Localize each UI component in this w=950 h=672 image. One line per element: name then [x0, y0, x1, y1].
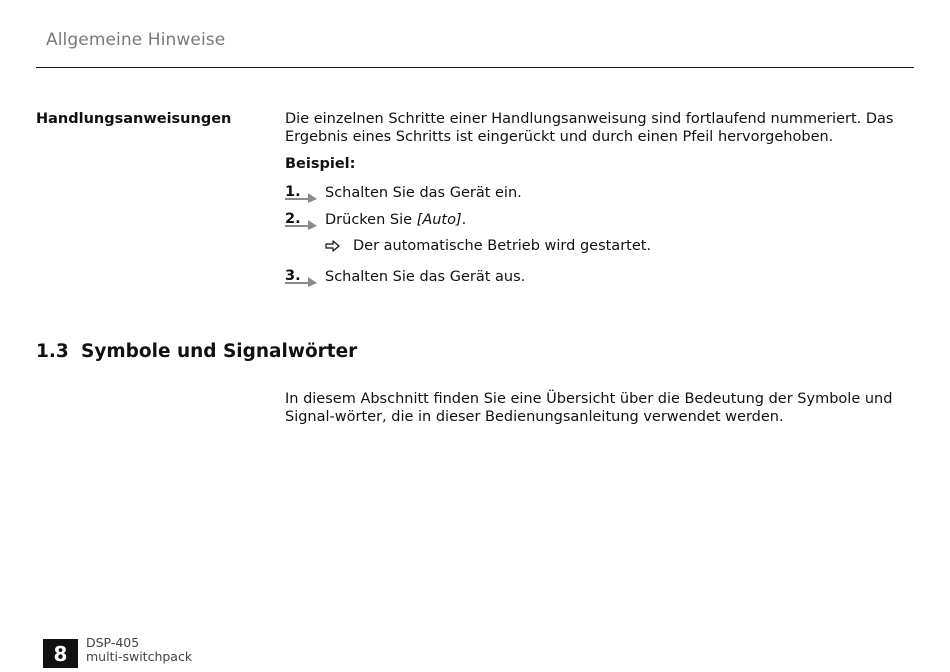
step-number: 3.: [285, 268, 301, 284]
step-text: [325, 211, 466, 229]
section-heading: [36, 341, 357, 362]
step-text: Schalten Sie das Gerät ein.: [325, 185, 522, 201]
header-divider: [36, 67, 914, 68]
footer-product-name: multi-switchpack: [86, 649, 193, 664]
example-label: Beispiel:: [285, 156, 356, 172]
instruction-step-1: [285, 183, 522, 203]
instruction-step-2: [285, 210, 466, 230]
result-text: Der automatische Betrieb wird gestartet.: [353, 238, 652, 254]
step-number: 2.: [285, 211, 301, 227]
step-text: Schalten Sie das Gerät aus.: [325, 269, 526, 285]
section-body-text: In diesem Abschnitt finden Sie eine Übersicht über die Bedeutung der Symbole und Signal-wörter, die in dieser Bedienungsanleitung verwendet werden.: [285, 391, 893, 425]
step-number-badge: [285, 183, 317, 203]
instructions-side-label: Handlungsanweisungen: [36, 111, 232, 127]
footer-model-info: [86, 636, 192, 664]
step-number-badge: [285, 210, 317, 230]
instruction-step-3: [285, 267, 525, 287]
section-number: 1.3: [36, 341, 69, 362]
step-text-before: Drücken Sie: [325, 212, 417, 228]
step-number-badge: [285, 267, 317, 287]
step-result: [325, 237, 651, 255]
step-number: 1.: [285, 184, 301, 200]
step-text-after: .: [461, 212, 467, 228]
footer-model-name: DSP-405: [86, 635, 140, 650]
section-title: Symbole und Signalwörter: [81, 341, 358, 362]
instructions-intro-text: Die einzelnen Schritte einer Handlungsanweisung sind fortlaufend nummeriert. Das Ergebnis eines Schritts ist eingerückt und durch einen Pfeil hervorgehoben.: [285, 111, 894, 145]
page-number-badge: 8: [43, 639, 78, 668]
page-header-title: Allgemeine Hinweise: [46, 30, 226, 50]
result-arrow-icon: [325, 240, 341, 252]
auto-key-label: [Auto]: [416, 212, 462, 228]
